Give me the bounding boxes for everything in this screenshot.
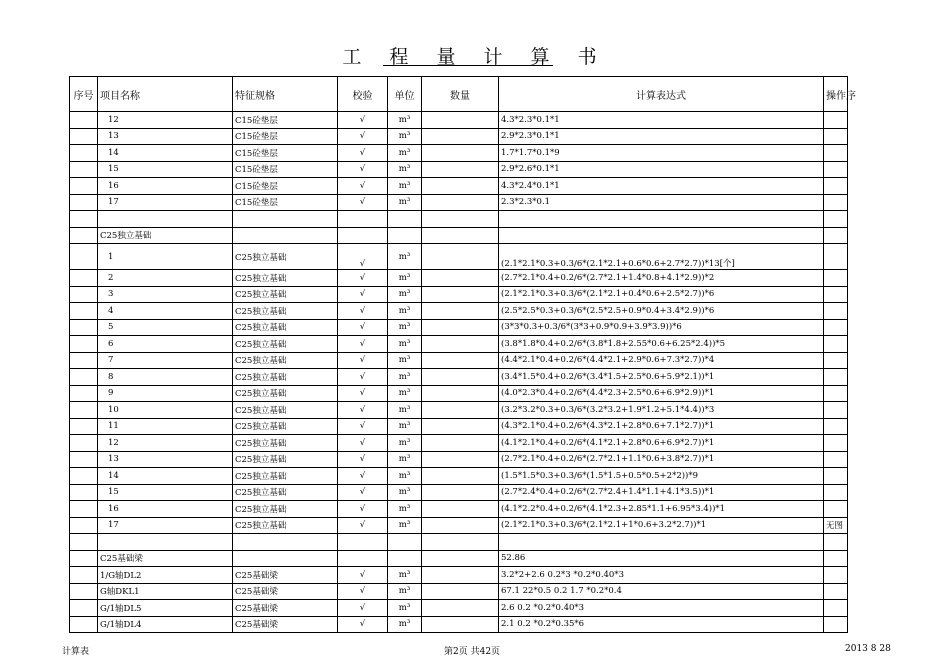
cell-spec[interactable]: C25独立基础 xyxy=(233,501,338,518)
cell-name[interactable]: 1/G轴DL2 xyxy=(98,567,233,584)
cell-seq[interactable] xyxy=(70,550,98,567)
cell-check[interactable]: √ xyxy=(338,194,388,211)
table-row[interactable] xyxy=(70,194,848,211)
cell-seq[interactable] xyxy=(70,484,98,501)
cell-expr[interactable]: (2.5*2.5*0.3+0.3/6*(2.5*2.5+0.9*0.4+3.4*2.9))*6 xyxy=(499,303,824,320)
cell-unit[interactable]: m³ xyxy=(388,567,422,584)
cell-op[interactable] xyxy=(824,270,848,287)
cell-spec[interactable]: C25独立基础 xyxy=(233,484,338,501)
cell-name[interactable]: 16 xyxy=(98,178,233,195)
cell-name[interactable]: 11 xyxy=(98,418,233,435)
table-row[interactable] xyxy=(70,451,848,468)
cell-spec[interactable]: C25独立基础 xyxy=(233,319,338,336)
cell-spec[interactable]: C25独立基础 xyxy=(233,418,338,435)
cell-expr[interactable]: (2.7*2.1*0.4+0.2/6*(2.7*2.1+1.1*0.6+3.8*2.7))*1 xyxy=(499,451,824,468)
table-row[interactable] xyxy=(70,319,848,336)
cell-expr[interactable]: (4.0*2.3*0.4+0.2/6*(4.4*2.3+2.5*0.6+6.9*2.9))*1 xyxy=(499,385,824,402)
cell-name[interactable]: 13 xyxy=(98,451,233,468)
cell-name[interactable]: 12 xyxy=(98,112,233,129)
cell-op[interactable] xyxy=(824,244,848,270)
footer-sheet-name: 计算表 xyxy=(62,647,90,657)
cell-check[interactable]: √ xyxy=(338,145,388,162)
cell-op[interactable] xyxy=(824,567,848,584)
cell-check[interactable]: √ xyxy=(338,435,388,452)
cell-name[interactable] xyxy=(98,211,233,228)
table-row[interactable] xyxy=(70,550,848,567)
cell-seq[interactable] xyxy=(70,468,98,485)
cell-op[interactable] xyxy=(824,286,848,303)
cell-unit[interactable] xyxy=(388,227,422,244)
cell-spec[interactable]: C25独立基础 xyxy=(233,303,338,320)
cell-seq[interactable] xyxy=(70,336,98,353)
cell-seq[interactable] xyxy=(70,161,98,178)
cell-check[interactable]: √ xyxy=(338,484,388,501)
cell-qty[interactable] xyxy=(422,402,499,419)
cell-check[interactable]: √ xyxy=(338,112,388,129)
cell-unit[interactable]: m³ xyxy=(388,319,422,336)
cell-qty[interactable] xyxy=(422,244,499,270)
col-header-spec: 特征规格 xyxy=(233,77,338,112)
cell-seq[interactable] xyxy=(70,303,98,320)
cell-spec[interactable]: C25独立基础 xyxy=(233,270,338,287)
cell-seq[interactable] xyxy=(70,435,98,452)
cell-op[interactable] xyxy=(824,336,848,353)
cell-op[interactable] xyxy=(824,484,848,501)
cell-qty[interactable] xyxy=(422,211,499,228)
cell-unit[interactable]: m³ xyxy=(388,468,422,485)
cell-spec[interactable] xyxy=(233,211,338,228)
cell-check[interactable]: √ xyxy=(338,369,388,386)
page-title: 工 程 量 计 算 书 xyxy=(342,46,608,68)
cell-spec[interactable]: C25基础梁 xyxy=(233,616,338,633)
cell-name[interactable]: 1 xyxy=(98,244,233,270)
cell-name[interactable]: 3 xyxy=(98,286,233,303)
col-header-op: 操作序 xyxy=(824,77,848,112)
cell-expr[interactable]: (3.8*1.8*0.4+0.2/6*(3.8*1.8+2.55*0.6+6.25*2.4))*5 xyxy=(499,336,824,353)
cell-expr[interactable]: 67.1 22*0.5 0.2 1.7 *0.2*0.4 xyxy=(499,583,824,600)
cell-unit[interactable]: m³ xyxy=(388,402,422,419)
cell-name[interactable]: 10 xyxy=(98,402,233,419)
cell-qty[interactable] xyxy=(422,352,499,369)
cell-qty[interactable] xyxy=(422,303,499,320)
table-row[interactable] xyxy=(70,600,848,617)
table-row[interactable] xyxy=(70,244,848,270)
cell-expr[interactable]: 1.7*1.7*0.1*9 xyxy=(499,145,824,162)
cell-name[interactable]: C25基础梁 xyxy=(98,550,233,567)
cell-name[interactable]: 15 xyxy=(98,484,233,501)
cell-seq[interactable] xyxy=(70,369,98,386)
footer-page-number: 第2页 共42页 xyxy=(444,647,501,657)
cell-name[interactable]: 14 xyxy=(98,145,233,162)
col-header-seq: 序号 xyxy=(70,77,98,112)
table-row[interactable] xyxy=(70,211,848,228)
cell-op[interactable] xyxy=(824,583,848,600)
calculation-table xyxy=(69,76,856,633)
cell-check[interactable]: √ xyxy=(338,583,388,600)
cell-expr[interactable] xyxy=(499,534,824,551)
cell-seq[interactable] xyxy=(70,112,98,129)
table-row[interactable] xyxy=(70,161,848,178)
cell-spec[interactable]: C25独立基础 xyxy=(233,468,338,485)
cell-expr[interactable]: (3*3*0.3+0.3/6*(3*3+0.9*0.9+3.9*3.9))*6 xyxy=(499,319,824,336)
cell-name[interactable]: 15 xyxy=(98,161,233,178)
cell-name[interactable]: 16 xyxy=(98,501,233,518)
cell-unit[interactable]: m³ xyxy=(388,616,422,633)
cell-op[interactable] xyxy=(824,418,848,435)
cell-name[interactable]: G/1轴DL5 xyxy=(98,600,233,617)
cell-seq[interactable] xyxy=(70,418,98,435)
cell-seq[interactable] xyxy=(70,178,98,195)
table-row[interactable] xyxy=(70,435,848,452)
cell-check[interactable]: √ xyxy=(338,567,388,584)
cell-qty[interactable] xyxy=(422,128,499,145)
cell-spec[interactable]: C15砼垫层 xyxy=(233,178,338,195)
cell-check[interactable]: √ xyxy=(338,270,388,287)
cell-unit[interactable]: m³ xyxy=(388,435,422,452)
cell-expr[interactable]: (2.1*2.1*0.3+0.3/6*(2.1*2.1+1*0.6+3.2*2.7))*1 xyxy=(499,517,824,534)
cell-seq[interactable] xyxy=(70,534,98,551)
cell-spec[interactable]: C25基础梁 xyxy=(233,600,338,617)
col-header-qty: 数量 xyxy=(422,77,499,112)
cell-expr[interactable]: (4.4*2.1*0.4+0.2/6*(4.4*2.1+2.9*0.6+7.3*2.7))*4 xyxy=(499,352,824,369)
cell-name[interactable]: 8 xyxy=(98,369,233,386)
cell-op[interactable] xyxy=(824,161,848,178)
cell-expr[interactable]: 2.1 0.2 *0.2*0.35*6 xyxy=(499,616,824,633)
cell-check[interactable]: √ xyxy=(338,352,388,369)
cell-qty[interactable] xyxy=(422,227,499,244)
cell-seq[interactable] xyxy=(70,244,98,270)
cell-check[interactable]: √ xyxy=(338,244,388,270)
cell-unit[interactable]: m³ xyxy=(388,418,422,435)
cell-seq[interactable] xyxy=(70,385,98,402)
cell-name[interactable]: 6 xyxy=(98,336,233,353)
cell-unit[interactable]: m³ xyxy=(388,244,422,270)
cell-qty[interactable] xyxy=(422,418,499,435)
cell-qty[interactable] xyxy=(422,616,499,633)
cell-qty[interactable] xyxy=(422,484,499,501)
cell-unit[interactable]: m³ xyxy=(388,385,422,402)
cell-op[interactable] xyxy=(824,211,848,228)
cell-check[interactable]: √ xyxy=(338,451,388,468)
table-body xyxy=(70,112,848,633)
cell-expr[interactable]: (2.1*2.1*0.3+0.3/6*(2.1*2.1+0.6*0.6+2.7*2.7))*13[个] xyxy=(499,244,824,270)
cell-name[interactable]: 5 xyxy=(98,319,233,336)
cell-unit[interactable] xyxy=(388,550,422,567)
cell-op[interactable] xyxy=(824,501,848,518)
cell-spec[interactable]: C25独立基础 xyxy=(233,517,338,534)
table-row[interactable] xyxy=(70,517,848,534)
cell-check[interactable]: √ xyxy=(338,336,388,353)
cell-seq[interactable] xyxy=(70,128,98,145)
cell-unit[interactable]: m³ xyxy=(388,451,422,468)
cell-check[interactable] xyxy=(338,534,388,551)
cell-qty[interactable] xyxy=(422,286,499,303)
cell-unit[interactable]: m³ xyxy=(388,303,422,320)
cell-spec[interactable]: C15砼垫层 xyxy=(233,112,338,129)
cell-op[interactable] xyxy=(824,303,848,320)
cell-op[interactable] xyxy=(824,385,848,402)
cell-op[interactable] xyxy=(824,600,848,617)
cell-expr[interactable]: 3.2*2+2.6 0.2*3 *0.2*0.40*3 xyxy=(499,567,824,584)
cell-seq[interactable] xyxy=(70,567,98,584)
cell-unit[interactable]: m³ xyxy=(388,583,422,600)
cell-qty[interactable] xyxy=(422,319,499,336)
cell-expr[interactable] xyxy=(499,211,824,228)
cell-check[interactable]: √ xyxy=(338,501,388,518)
cell-spec[interactable]: C25独立基础 xyxy=(233,244,338,270)
table-row[interactable] xyxy=(70,616,848,633)
cell-spec[interactable]: C15砼垫层 xyxy=(233,161,338,178)
cell-name[interactable]: 2 xyxy=(98,270,233,287)
cell-check[interactable]: √ xyxy=(338,418,388,435)
cell-qty[interactable] xyxy=(422,451,499,468)
table-row[interactable] xyxy=(70,468,848,485)
table-row[interactable] xyxy=(70,352,848,369)
table-row[interactable] xyxy=(70,418,848,435)
cell-qty[interactable] xyxy=(422,534,499,551)
cell-unit[interactable]: m³ xyxy=(388,128,422,145)
cell-op[interactable] xyxy=(824,534,848,551)
cell-spec[interactable]: C15砼垫层 xyxy=(233,145,338,162)
cell-check[interactable]: √ xyxy=(338,517,388,534)
cell-seq[interactable] xyxy=(70,319,98,336)
cell-seq[interactable] xyxy=(70,501,98,518)
cell-expr[interactable]: 2.3*2.3*0.1 xyxy=(499,194,824,211)
cell-check[interactable]: √ xyxy=(338,600,388,617)
cell-seq[interactable] xyxy=(70,211,98,228)
cell-check[interactable]: √ xyxy=(338,178,388,195)
cell-check[interactable]: √ xyxy=(338,385,388,402)
cell-qty[interactable] xyxy=(422,550,499,567)
cell-qty[interactable] xyxy=(422,435,499,452)
cell-name[interactable]: 17 xyxy=(98,517,233,534)
cell-seq[interactable] xyxy=(70,402,98,419)
cell-op[interactable] xyxy=(824,550,848,567)
cell-check[interactable]: √ xyxy=(338,319,388,336)
table-row[interactable] xyxy=(70,336,848,353)
cell-name[interactable]: 13 xyxy=(98,128,233,145)
cell-op[interactable] xyxy=(824,435,848,452)
cell-qty[interactable] xyxy=(422,270,499,287)
cell-expr[interactable]: 4.3*2.4*0.1*1 xyxy=(499,178,824,195)
cell-qty[interactable] xyxy=(422,145,499,162)
cell-unit[interactable]: m³ xyxy=(388,352,422,369)
cell-qty[interactable] xyxy=(422,161,499,178)
cell-spec[interactable] xyxy=(233,227,338,244)
cell-check[interactable] xyxy=(338,550,388,567)
cell-check[interactable] xyxy=(338,227,388,244)
table-row[interactable] xyxy=(70,534,848,551)
cell-seq[interactable] xyxy=(70,600,98,617)
table-row[interactable] xyxy=(70,286,848,303)
cell-expr[interactable]: 4.3*2.3*0.1*1 xyxy=(499,112,824,129)
cell-qty[interactable] xyxy=(422,178,499,195)
cell-spec[interactable]: C25独立基础 xyxy=(233,336,338,353)
cell-spec[interactable]: C25独立基础 xyxy=(233,369,338,386)
cell-op[interactable] xyxy=(824,451,848,468)
cell-check[interactable]: √ xyxy=(338,468,388,485)
cell-check[interactable]: √ xyxy=(338,286,388,303)
cell-seq[interactable] xyxy=(70,517,98,534)
cell-op[interactable] xyxy=(824,194,848,211)
col-header-expr: 计算表达式 xyxy=(499,77,824,112)
cell-op[interactable] xyxy=(824,352,848,369)
cell-seq[interactable] xyxy=(70,583,98,600)
cell-name[interactable]: G轴DKL1 xyxy=(98,583,233,600)
col-header-check: 校验 xyxy=(338,77,388,112)
cell-name[interactable]: 17 xyxy=(98,194,233,211)
cell-seq[interactable] xyxy=(70,145,98,162)
cell-check[interactable]: √ xyxy=(338,161,388,178)
cell-seq[interactable] xyxy=(70,352,98,369)
cell-expr[interactable]: 2.9*2.6*0.1*1 xyxy=(499,161,824,178)
cell-op[interactable] xyxy=(824,402,848,419)
cell-unit[interactable]: m³ xyxy=(388,517,422,534)
cell-spec[interactable]: C25独立基础 xyxy=(233,385,338,402)
cell-unit[interactable]: m³ xyxy=(388,600,422,617)
cell-expr[interactable]: (4.3*2.1*0.4+0.2/6*(4.3*2.1+2.8*0.6+7.1*2.7))*1 xyxy=(499,418,824,435)
cell-expr[interactable]: (3.2*3.2*0.3+0.3/6*(3.2*3.2+1.9*1.2+5.1*4.4))*3 xyxy=(499,402,824,419)
cell-check[interactable]: √ xyxy=(338,303,388,320)
table-row[interactable] xyxy=(70,270,848,287)
table-row[interactable] xyxy=(70,402,848,419)
cell-op[interactable] xyxy=(824,128,848,145)
table-row[interactable] xyxy=(70,178,848,195)
cell-qty[interactable] xyxy=(422,369,499,386)
cell-spec[interactable]: C15砼垫层 xyxy=(233,128,338,145)
cell-op[interactable] xyxy=(824,145,848,162)
table-row[interactable] xyxy=(70,567,848,584)
title-underline xyxy=(383,65,553,66)
table-row[interactable] xyxy=(70,227,848,244)
cell-op[interactable] xyxy=(824,112,848,129)
cell-qty[interactable] xyxy=(422,468,499,485)
cell-expr[interactable]: 2.6 0.2 *0.2*0.40*3 xyxy=(499,600,824,617)
cell-op[interactable] xyxy=(824,227,848,244)
cell-seq[interactable] xyxy=(70,286,98,303)
table-row[interactable] xyxy=(70,369,848,386)
cell-name[interactable] xyxy=(98,534,233,551)
cell-expr[interactable]: (4.1*2.2*0.4+0.2/6*(4.1*2.3+2.85*1.1+6.95*3.4))*1 xyxy=(499,501,824,518)
cell-spec[interactable]: C15砼垫层 xyxy=(233,194,338,211)
cell-spec[interactable] xyxy=(233,550,338,567)
cell-spec[interactable]: C25独立基础 xyxy=(233,286,338,303)
cell-qty[interactable] xyxy=(422,517,499,534)
cell-unit[interactable]: m³ xyxy=(388,286,422,303)
cell-unit[interactable]: m³ xyxy=(388,194,422,211)
table-row[interactable] xyxy=(70,583,848,600)
cell-check[interactable] xyxy=(338,211,388,228)
cell-seq[interactable] xyxy=(70,616,98,633)
cell-check[interactable]: √ xyxy=(338,402,388,419)
cell-name[interactable]: G/1轴DL4 xyxy=(98,616,233,633)
cell-op[interactable] xyxy=(824,616,848,633)
cell-unit[interactable]: m³ xyxy=(388,336,422,353)
table-row[interactable] xyxy=(70,484,848,501)
cell-op[interactable] xyxy=(824,468,848,485)
cell-qty[interactable] xyxy=(422,501,499,518)
cell-expr[interactable]: 52.86 xyxy=(499,550,824,567)
cell-name[interactable]: C25独立基础 xyxy=(98,227,233,244)
table-row[interactable] xyxy=(70,501,848,518)
cell-unit[interactable]: m³ xyxy=(388,112,422,129)
cell-expr[interactable]: 2.9*2.3*0.1*1 xyxy=(499,128,824,145)
cell-unit[interactable]: m³ xyxy=(388,270,422,287)
footer-date: 2013 8 28 xyxy=(845,644,891,654)
cell-expr[interactable] xyxy=(499,227,824,244)
cell-spec[interactable]: C25独立基础 xyxy=(233,451,338,468)
cell-qty[interactable] xyxy=(422,336,499,353)
cell-qty[interactable] xyxy=(422,385,499,402)
cell-unit[interactable]: m³ xyxy=(388,484,422,501)
cell-qty[interactable] xyxy=(422,112,499,129)
cell-expr[interactable]: (2.1*2.1*0.3+0.3/6*(2.1*2.1+0.4*0.6+2.5*2.7))*6 xyxy=(499,286,824,303)
cell-unit[interactable]: m³ xyxy=(388,369,422,386)
cell-seq[interactable] xyxy=(70,227,98,244)
cell-seq[interactable] xyxy=(70,270,98,287)
cell-expr[interactable]: (4.1*2.1*0.4+0.2/6*(4.1*2.1+2.8*0.6+6.9*2.7))*1 xyxy=(499,435,824,452)
cell-name[interactable]: 14 xyxy=(98,468,233,485)
cell-spec[interactable]: C25独立基础 xyxy=(233,352,338,369)
cell-name[interactable]: 7 xyxy=(98,352,233,369)
cell-seq[interactable] xyxy=(70,194,98,211)
cell-spec[interactable]: C25基础梁 xyxy=(233,583,338,600)
cell-expr[interactable]: (1.5*1.5*0.3+0.3/6*(1.5*1.5+0.5*0.5+2*2))*9 xyxy=(499,468,824,485)
table-row[interactable] xyxy=(70,385,848,402)
cell-unit[interactable]: m³ xyxy=(388,161,422,178)
cell-check[interactable]: √ xyxy=(338,616,388,633)
header-row xyxy=(70,77,848,112)
cell-qty[interactable] xyxy=(422,194,499,211)
cell-expr[interactable]: (2.7*2.1*0.4+0.2/6*(2.7*2.1+1.4*0.8+4.1*2.9))*2 xyxy=(499,270,824,287)
cell-unit[interactable]: m³ xyxy=(388,501,422,518)
table-row[interactable] xyxy=(70,303,848,320)
cell-check[interactable]: √ xyxy=(338,128,388,145)
cell-qty[interactable] xyxy=(422,600,499,617)
table-row[interactable] xyxy=(70,128,848,145)
cell-unit[interactable]: m³ xyxy=(388,145,422,162)
cell-op[interactable] xyxy=(824,369,848,386)
cell-unit[interactable] xyxy=(388,211,422,228)
cell-spec[interactable]: C25基础梁 xyxy=(233,567,338,584)
cell-spec[interactable] xyxy=(233,534,338,551)
table-row[interactable] xyxy=(70,112,848,129)
cell-expr[interactable]: (2.7*2.4*0.4+0.2/6*(2.7*2.4+1.4*1.1+4.1*3.5))*1 xyxy=(499,484,824,501)
cell-op[interactable]: 无图 xyxy=(824,517,848,534)
cell-seq[interactable] xyxy=(70,451,98,468)
cell-unit[interactable] xyxy=(388,534,422,551)
cell-name[interactable]: 4 xyxy=(98,303,233,320)
cell-op[interactable] xyxy=(824,178,848,195)
cell-qty[interactable] xyxy=(422,583,499,600)
cell-name[interactable]: 12 xyxy=(98,435,233,452)
cell-qty[interactable] xyxy=(422,567,499,584)
cell-op[interactable] xyxy=(824,319,848,336)
cell-unit[interactable]: m³ xyxy=(388,178,422,195)
col-header-unit: 单位 xyxy=(388,77,422,112)
col-header-name: 项目名称 xyxy=(98,77,233,112)
cell-expr[interactable]: (3.4*1.5*0.4+0.2/6*(3.4*1.5+2.5*0.6+5.9*2.1))*1 xyxy=(499,369,824,386)
cell-spec[interactable]: C25独立基础 xyxy=(233,402,338,419)
table-row[interactable] xyxy=(70,145,848,162)
cell-name[interactable]: 9 xyxy=(98,385,233,402)
cell-spec[interactable]: C25独立基础 xyxy=(233,435,338,452)
